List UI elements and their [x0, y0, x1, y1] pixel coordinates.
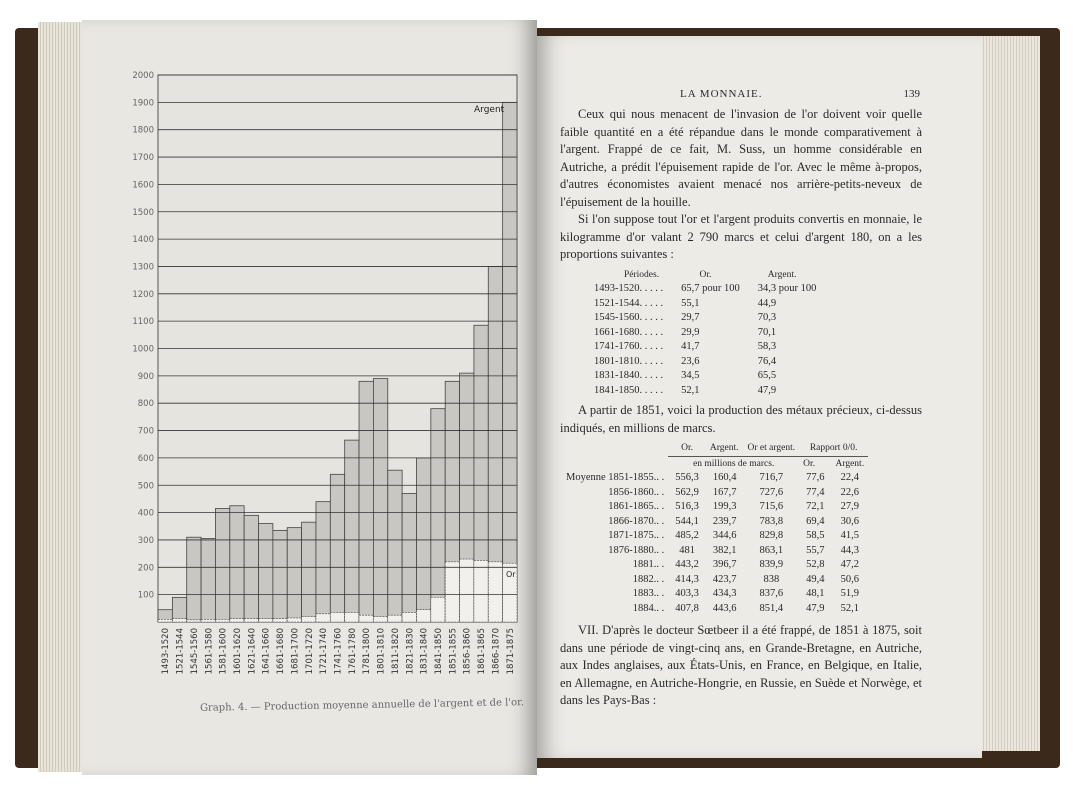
bar-argent [316, 502, 330, 622]
x-tick-label: 1681-1700 [290, 628, 301, 675]
table-cell: 485,2 [675, 530, 699, 541]
bar-or [187, 620, 201, 622]
table-row [562, 558, 868, 573]
table-cell: 716,7 [759, 472, 784, 483]
table-cell: 77,6 [806, 472, 825, 483]
paragraph: Si l'on suppose tout l'or et l'argent produits convertis en monnaie, le kilogramme d'or valant 2 790 marcs et celui d'argent 180, on a les proportions suivantes : [560, 212, 922, 261]
table-row [562, 529, 868, 544]
y-tick-label: 1900 [132, 98, 154, 109]
col-header: Argent. [767, 269, 797, 280]
col-header: Rapport 0/0. [809, 443, 858, 453]
x-tick-label: 1621-1640 [247, 628, 258, 675]
table-row [590, 355, 820, 370]
bar-or [215, 619, 229, 622]
right-page-text [560, 106, 922, 710]
table-cell: 727,6 [759, 486, 784, 498]
y-tick-label: 1500 [132, 207, 154, 218]
bar-or [445, 562, 459, 622]
table-cell: 1884.. . [632, 602, 665, 614]
x-tick-label: 1801-1810 [376, 628, 387, 675]
table-cell: 1841-1850. . . . . [594, 384, 664, 396]
x-tick-label: 1545-1560 [189, 628, 200, 675]
bar-or [287, 618, 301, 622]
table-cell: 1883.. . [632, 588, 665, 599]
bar-or [460, 559, 474, 622]
bar-argent [302, 522, 316, 622]
table-row [590, 369, 820, 384]
bar-argent [230, 506, 244, 622]
table-cell: 838 [763, 573, 780, 585]
bar-or [158, 619, 172, 622]
table-cell: 396,7 [712, 559, 737, 570]
table-cell: 47,9 [757, 384, 777, 396]
y-tick-label: 1200 [132, 289, 154, 300]
table-cell: 1881.. . [632, 559, 665, 570]
table-cell: 414,3 [675, 573, 699, 585]
table-cell: 423,7 [712, 573, 737, 585]
table-cell: 47,2 [840, 559, 859, 570]
table-cell: 58,3 [757, 341, 777, 352]
bar-or [201, 619, 215, 622]
y-tick-label: 200 [137, 563, 154, 574]
table-row [562, 587, 868, 602]
bar-or [474, 560, 488, 622]
table-cell: 44,9 [757, 297, 777, 309]
bar-or [402, 612, 416, 622]
x-tick-label: 1661-1680 [276, 628, 287, 675]
bar-argent [388, 470, 402, 622]
table-cell: 715,6 [759, 501, 784, 512]
table-row [590, 326, 820, 341]
x-tick-label: 1831-1840 [419, 628, 430, 675]
col-header: Or. [699, 269, 712, 280]
y-tick-label: 2000 [132, 71, 154, 81]
table-cell: 76,4 [757, 355, 777, 367]
table-cell: 443,2 [675, 559, 699, 570]
table-cell: 837,6 [759, 588, 784, 599]
table-cell: 22,6 [840, 486, 859, 498]
table-cell: 783,8 [759, 515, 784, 527]
y-tick-label: 300 [137, 535, 154, 546]
bar-or [302, 617, 316, 622]
table-cell: 1661-1680. . . . . [594, 326, 664, 338]
running-head-title: LA MONNAIE. [680, 88, 763, 100]
bar-argent [431, 409, 445, 622]
table-cell: 41,5 [840, 530, 859, 541]
production-table [562, 441, 868, 616]
y-tick-label: 800 [137, 399, 154, 410]
table-cell: 1856-1860.. . [608, 486, 665, 498]
bar-argent [215, 508, 229, 622]
table-row [590, 297, 820, 312]
y-tick-label: 1700 [132, 153, 154, 164]
bar-or [316, 614, 330, 622]
table-cell: 382,1 [712, 544, 737, 556]
table-cell: 1521-1544. . . . . [594, 297, 664, 309]
table-cell: 22,4 [840, 472, 859, 483]
table-cell: 51,9 [840, 588, 859, 599]
table-cell: 44,3 [840, 544, 859, 556]
bar-or [345, 612, 359, 622]
bar-or [388, 615, 402, 622]
chart-caption: Graph. 4. — Production moyenne annuelle de l'argent et de l'or. [199, 697, 525, 714]
table-cell: 70,1 [757, 326, 777, 338]
table-cell: 407,8 [675, 602, 699, 614]
table-cell: 403,3 [675, 588, 699, 599]
y-tick-label: 500 [137, 481, 154, 492]
table-cell: 34,3 pour 100 [757, 283, 817, 294]
bar-argent [187, 537, 201, 622]
y-tick-label: 700 [137, 426, 154, 437]
bar-argent [287, 528, 301, 622]
sub-header: Or. [799, 456, 831, 471]
table-cell: 55,1 [681, 297, 700, 309]
y-tick-label: 1000 [132, 344, 154, 355]
table-cell: 1493-1520. . . . . [594, 283, 664, 294]
bar-or [416, 610, 430, 622]
bar-argent [373, 379, 387, 622]
x-tick-label: 1561-1580 [204, 628, 215, 675]
x-tick-label: 1871-1875 [505, 628, 516, 675]
bar-or [273, 619, 287, 622]
table-cell: 160,4 [712, 472, 737, 483]
table-cell: 49,4 [806, 573, 825, 585]
paragraph: A partir de 1851, voici la production des métaux précieux, ci-dessus indiqués, en millions de marcs. [560, 403, 922, 435]
table-cell: 34,5 [681, 370, 700, 381]
y-tick-label: 400 [137, 508, 154, 519]
x-tick-label: 1741-1760 [333, 628, 344, 675]
table-cell: 55,7 [806, 544, 825, 556]
table-cell: 77,4 [806, 486, 825, 498]
x-tick-label: 1811-1820 [390, 628, 401, 675]
table-cell: 562,9 [675, 486, 699, 498]
table-cell: 516,3 [675, 501, 699, 512]
table-cell: 1741-1760. . . . . [594, 341, 664, 352]
table-cell: Moyenne 1851-1855.. . [566, 472, 665, 483]
x-tick-label: 1493-1520 [161, 628, 172, 675]
x-tick-label: 1851-1855 [448, 628, 459, 675]
table-cell: 851,4 [759, 602, 784, 614]
y-tick-label: 1600 [132, 180, 154, 191]
table-cell: 239,7 [712, 515, 737, 527]
table-row [590, 340, 820, 355]
x-tick-label: 1821-1830 [405, 628, 416, 675]
y-tick-label: 1800 [132, 125, 154, 136]
table-row [562, 486, 868, 501]
table-cell: 1831-1840. . . . . [594, 370, 664, 381]
table-cell: 829,8 [759, 530, 784, 541]
y-tick-label: 600 [137, 453, 154, 464]
table-cell: 443,6 [712, 602, 737, 614]
table-cell: 1882.. . [632, 573, 665, 585]
x-tick-label: 1641-1660 [261, 628, 272, 675]
x-tick-label: 1856-1860 [462, 628, 473, 675]
table-cell: 65,5 [757, 370, 777, 381]
table-cell: 41,7 [681, 341, 700, 352]
bar-or [244, 619, 258, 622]
table-cell: 556,3 [675, 472, 699, 483]
table-cell: 1871-1875.. . [608, 530, 665, 541]
x-tick-label: 1521-1544 [175, 628, 186, 675]
table-row [562, 602, 868, 617]
table-cell: 27,9 [840, 501, 859, 512]
paragraph: VII. D'après le docteur Sœtbeer il a été frappé, de 1851 à 1875, soit dans une période de vingt-cinq ans, en Grande-Bretagne, en Autriche, aux Indes anglaises, aux États-Unis, en France, en Belgique, en Italie, en Allemagne, en Autriche-Hongrie, en Russie, en Suède et Norwège, et dans les Pays-Bas : [560, 623, 922, 707]
table-cell: 434,3 [712, 588, 737, 599]
table-cell: 344,6 [712, 530, 737, 541]
table-cell: 1876-1880.. . [608, 544, 665, 556]
table-row [562, 500, 868, 515]
bar-or [230, 619, 244, 622]
bar-or [330, 612, 344, 622]
bar-argent [503, 102, 517, 622]
table-cell: 47,9 [806, 602, 825, 614]
table-cell: 1801-1810. . . . . [594, 355, 664, 367]
table-cell: 481 [679, 544, 695, 556]
bar-or [359, 615, 373, 622]
x-tick-label: 1866-1870 [491, 628, 502, 675]
table-cell: 58,5 [806, 530, 825, 541]
bar-argent [172, 597, 186, 622]
bar-argent [201, 539, 215, 622]
proportions-table [590, 268, 820, 399]
table-row [562, 573, 868, 588]
table-row [562, 515, 868, 530]
table-row [590, 311, 820, 326]
table-cell: 544,1 [675, 515, 699, 527]
table-row [562, 471, 868, 486]
table-cell: 29,7 [681, 312, 700, 323]
table-cell: 23,6 [681, 355, 700, 367]
table-cell: 1866-1870.. . [608, 515, 665, 527]
page-number: 139 [903, 88, 920, 100]
table-cell: 52,8 [806, 559, 825, 570]
paragraph: Ceux qui nous menacent de l'invasion de l'or doivent voir quelle faible quantité en a été répandue dans le monde comparativement à l'argent. Frappé de ce fait, M. Suss, un homme considérable en Autriche, a prédit l'épuisement rapide de l'or. Avec le même à-propos, d'autres économistes avaient menacé nos arrière-petits-neveux de l'épuisement de la houille. [560, 107, 922, 209]
sub-header: Argent. [831, 456, 868, 471]
bar-argent [259, 524, 273, 622]
y-tick-label: 100 [137, 590, 154, 601]
table-cell: 72,1 [806, 501, 825, 512]
col-header: Périodes. [624, 269, 660, 280]
bar-or [488, 562, 502, 622]
table-cell: 30,6 [840, 515, 859, 527]
x-tick-label: 1581-1600 [218, 628, 229, 675]
table-cell: 29,9 [681, 326, 700, 338]
x-tick-label: 1721-1740 [319, 628, 330, 675]
running-header [560, 88, 920, 104]
x-tick-label: 1781-1800 [362, 628, 373, 675]
bar-or [431, 597, 445, 622]
bar-or [172, 619, 186, 622]
table-cell: 863,1 [759, 544, 784, 556]
x-tick-label: 1841-1850 [434, 628, 445, 675]
table-cell: 167,7 [712, 486, 737, 498]
table-cell: 65,7 pour 100 [681, 283, 740, 294]
y-tick-label: 900 [137, 371, 154, 382]
table-cell: 69,4 [806, 515, 825, 527]
sub-header: en millions de marcs. [668, 456, 799, 471]
bar-or [373, 617, 387, 622]
table-cell: 70,3 [757, 312, 777, 323]
table-row [590, 282, 820, 297]
y-tick-label: 1300 [132, 262, 154, 273]
table-cell: 199,3 [712, 501, 737, 512]
x-tick-label: 1701-1720 [304, 628, 315, 675]
table-row [562, 544, 868, 559]
col-header: Argent. [709, 443, 739, 453]
y-tick-label: 1100 [132, 317, 154, 328]
y-tick-label: 1400 [132, 235, 154, 246]
table-cell: 1861-1865.. . [608, 501, 665, 512]
table-row [590, 384, 820, 399]
bar-argent [273, 530, 287, 622]
table-cell: 52,1 [681, 384, 700, 396]
x-tick-label: 1601-1620 [232, 628, 243, 675]
x-tick-label: 1861-1865 [477, 628, 488, 675]
bar-argent [330, 474, 344, 622]
col-header: Or et argent. [747, 443, 796, 453]
table-cell: 50,6 [840, 573, 859, 585]
table-cell: 1545-1560. . . . . [594, 312, 664, 323]
bar-or [259, 619, 273, 622]
table-cell: 839,9 [759, 559, 784, 570]
annotation-argent: Argent [474, 105, 505, 115]
x-tick-label: 1761-1780 [347, 628, 358, 675]
col-header: Or. [681, 443, 694, 453]
table-cell: 52,1 [840, 602, 859, 614]
bar-argent [244, 515, 258, 622]
table-cell: 48,1 [806, 588, 825, 599]
bar-argent [359, 381, 373, 622]
annotation-or: Or [506, 570, 516, 579]
